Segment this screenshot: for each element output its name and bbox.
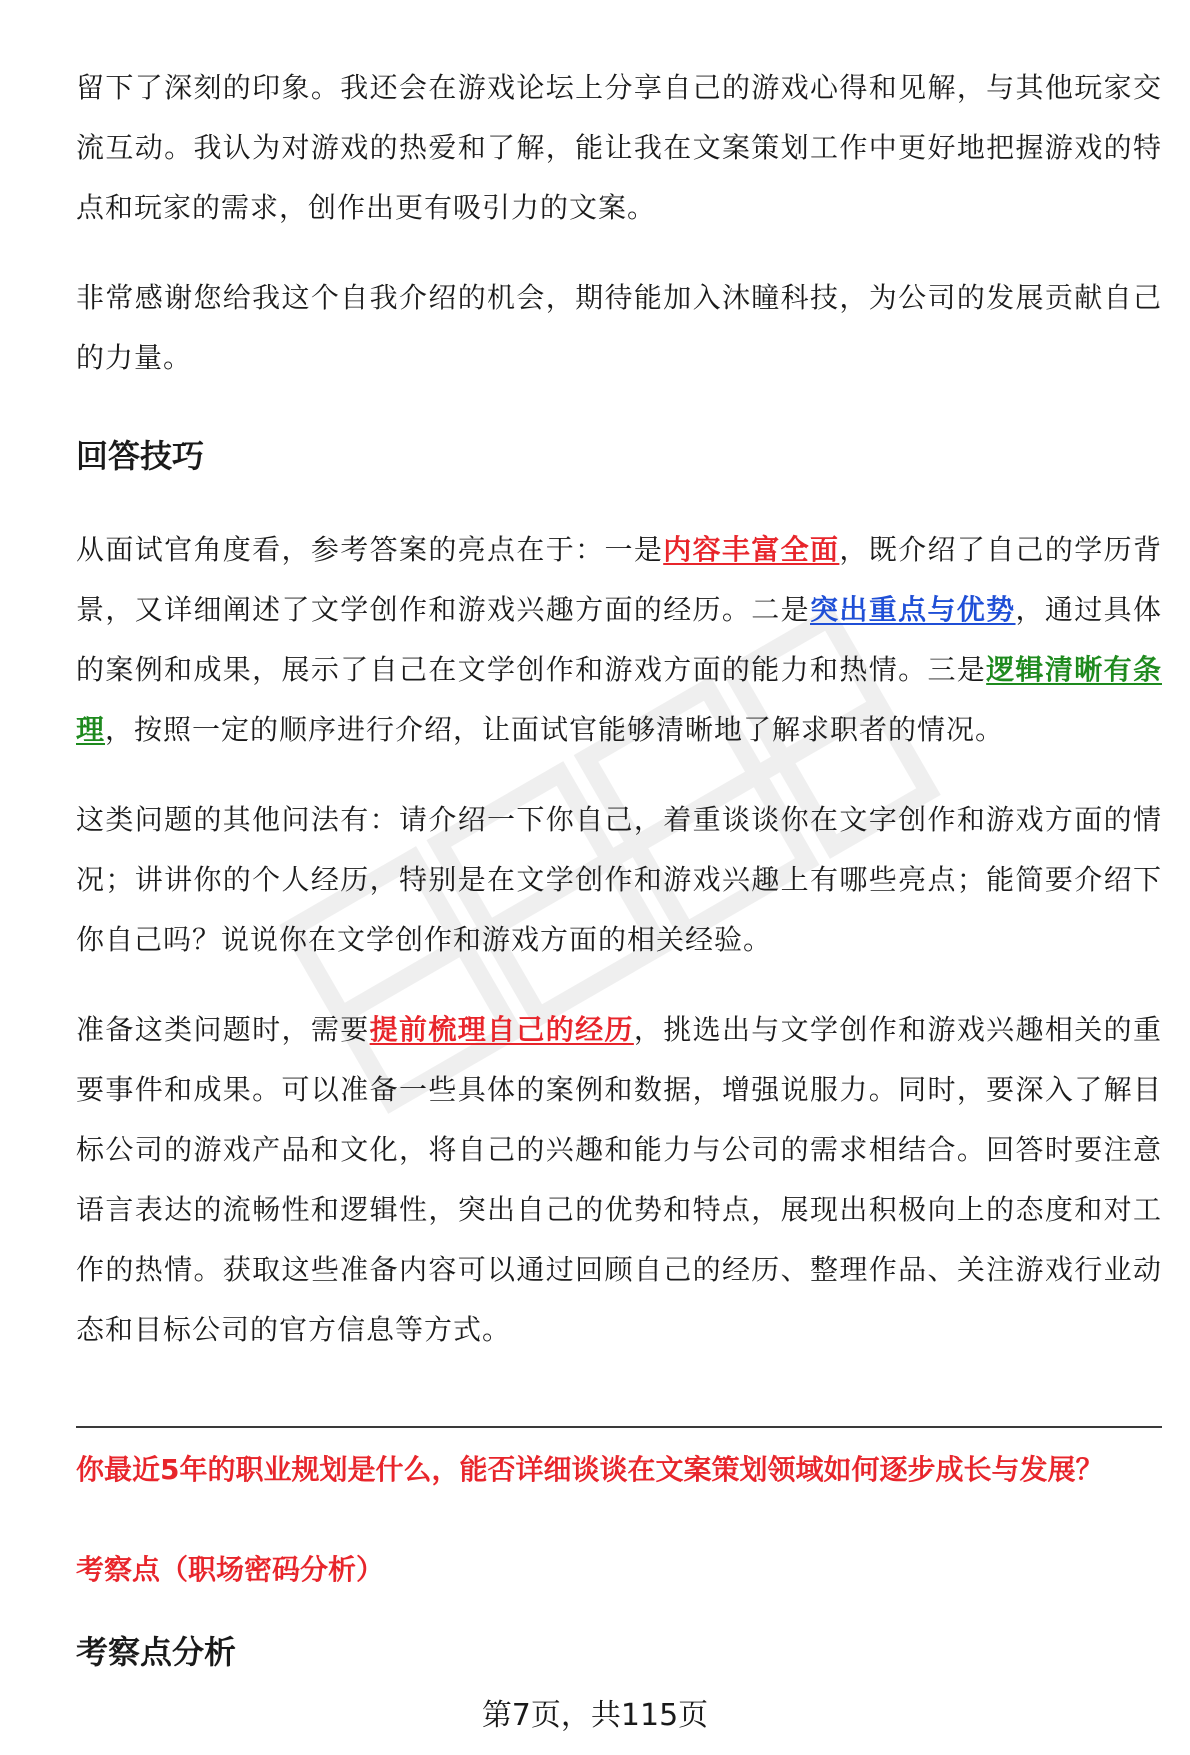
paragraph-preparation	[76, 1000, 1162, 1360]
preparation-text-1: 准备这类问题时，需要	[76, 1013, 370, 1046]
paragraph-highlights	[76, 520, 1162, 760]
preparation-text-2: ，挑选出与文学创作和游戏兴趣相关的重要事件和成果。可以准备一些具体的案例和数据，增强说服力。同时，要深入了解目标公司的游戏产品和文化，将自己的兴趣和能力与公司的需求相结合。回答时要注意语言表达的流畅性和逻辑性，突出自己的优势和特点，展现出积极向上的态度和对工作的热情。获取这些准备内容可以通过回顾自己的经历、整理作品、关注游戏行业动态和目标公司的官方信息等方式。	[76, 1013, 1162, 1346]
highlight-rich-content: 内容丰富全面	[663, 533, 840, 566]
section-heading-tips: 回答技巧	[76, 437, 205, 475]
assessment-analysis-heading: 考察点分析	[76, 1633, 237, 1671]
highlight-key-strengths: 突出重点与优势	[810, 593, 1016, 626]
section-divider	[76, 1426, 1162, 1428]
assessment-point-label: 考察点（职场密码分析）	[76, 1553, 385, 1586]
highlight-sort-experience: 提前梳理自己的经历	[369, 1013, 634, 1046]
highlight-clear-logic: 逻辑清晰有条理	[76, 653, 1162, 746]
paragraph-thanks: 非常感谢您给我这个自我介绍的机会，期待能加入沐瞳科技，为公司的发展贡献自己的力量。	[76, 281, 1162, 374]
paragraph-alternative-questions: 这类问题的其他问法有：请介绍一下你自己，着重谈谈你在文字创作和游戏方面的情况；讲讲你的个人经历，特别是在文学创作和游戏兴趣上有哪些亮点；能简要介绍下你自己吗？说说你在文学创作和游戏方面的相关经验。	[76, 803, 1162, 956]
next-question-title: 你最近5年的职业规划是什么，能否详细谈谈在文案策划领域如何逐步成长与发展？	[76, 1453, 1104, 1486]
highlights-text-3: ，通过具体的案例和成果，展示了自己在文学创作和游戏方面的能力和热情。三是	[76, 593, 1162, 686]
document-body	[76, 58, 1162, 1360]
paragraph-game-forum: 留下了深刻的印象。我还会在游戏论坛上分享自己的游戏心得和见解，与其他玩家交流互动。我认为对游戏的热爱和了解，能让我在文案策划工作中更好地把握游戏的特点和玩家的需求，创作出更有吸引力的文案。	[76, 71, 1162, 224]
highlights-text-2: ，既介绍了自己的学历背景，又详细阐述了文学创作和游戏兴趣方面的经历。二是	[76, 533, 1162, 626]
page-number: 第7页，共115页	[481, 1698, 709, 1733]
highlights-text-4: ，按照一定的顺序进行介绍，让面试官能够清晰地了解求职者的情况。	[105, 713, 1005, 746]
highlights-text-1: 从面试官角度看，参考答案的亮点在于：一是	[76, 533, 664, 566]
